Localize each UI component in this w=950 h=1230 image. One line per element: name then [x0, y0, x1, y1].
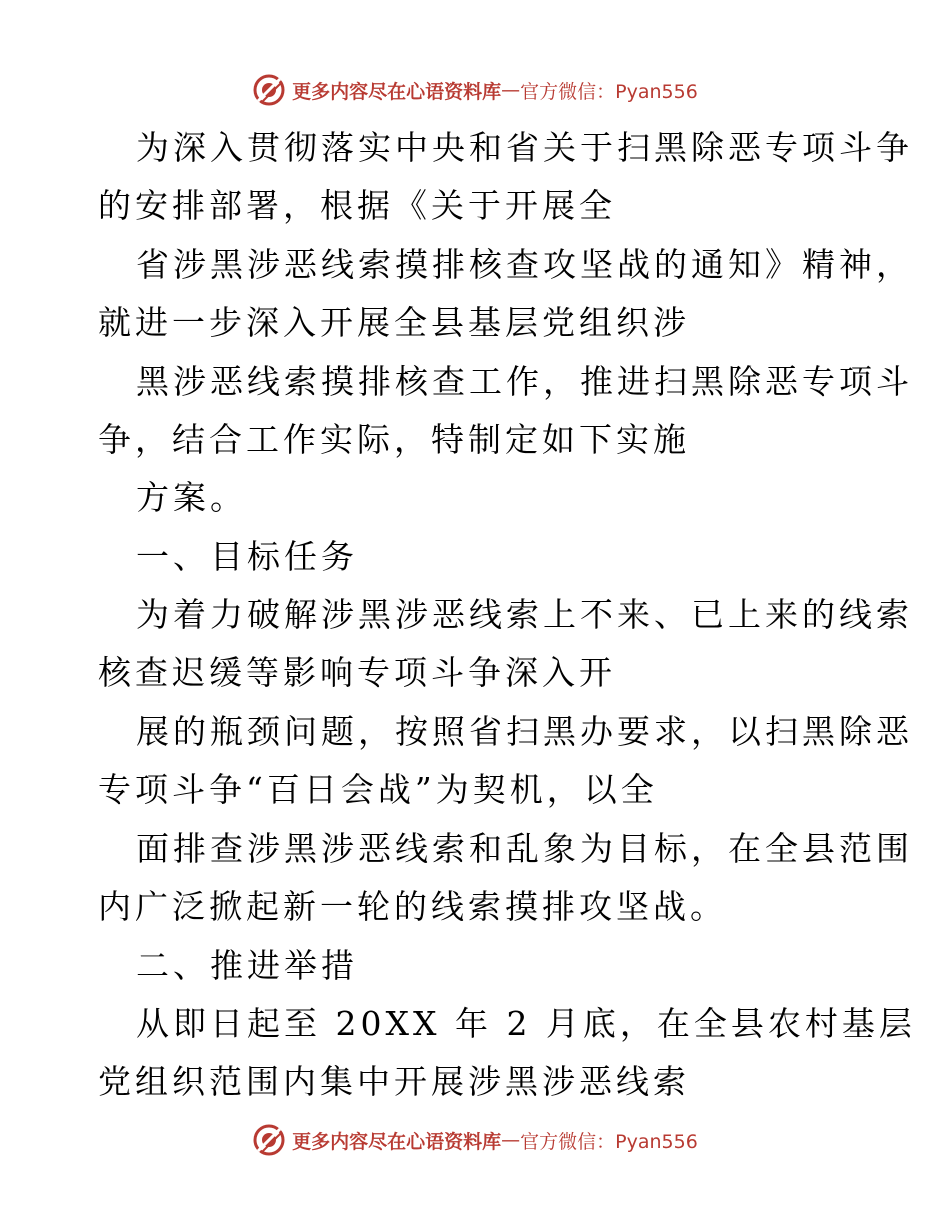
text-line: 面排查涉黑涉恶线索和乱象为目标，在全县范围 [136, 829, 913, 868]
text-line: 为深入贯彻落实中央和省关于扫黑除恶专项斗争 [136, 128, 913, 167]
header-watermark [0, 70, 950, 110]
watermark-wechat-label: 官方微信：Pyan556 [520, 80, 698, 103]
text-line: 的安排部署，根据《关于开展全 [98, 186, 616, 225]
text-line: 方案。 [136, 478, 247, 517]
text-line: 争，结合工作实际，特制定如下实施 [98, 420, 690, 459]
text-line: 专项斗争“百日会战”为契机，以全 [98, 770, 658, 809]
text-line: 党组织范围内集中开展涉黑涉恶线索 [98, 1062, 690, 1101]
watermark-dash: — [501, 79, 521, 101]
seal-logo-icon [252, 73, 286, 107]
watermark-dash: — [501, 1129, 521, 1151]
section-heading: 一、目标任务 [136, 537, 358, 576]
text-line: 为着力破解涉黑涉恶线索上不来、已上来的线索 [136, 595, 913, 634]
seal-logo-icon [252, 1123, 286, 1157]
watermark-site-text: 更多内容尽在心语资料库 [292, 1130, 502, 1153]
text-line: 展的瓶颈问题，按照省扫黑办要求，以扫黑除恶 [136, 712, 913, 751]
text-line: 内广泛掀起新一轮的线索摸排攻坚战。 [98, 887, 727, 926]
text-line: 黑涉恶线索摸排核查工作，推进扫黑除恶专项斗 [136, 362, 913, 401]
text-line: 就进一步深入开展全县基层党组织涉 [98, 303, 690, 342]
text-line: 从即日起至 20XX 年 2 月底，在全县农村基层 [136, 1004, 916, 1043]
footer-watermark [0, 1120, 950, 1160]
text-line: 核查迟缓等影响专项斗争深入开 [98, 653, 616, 692]
watermark-site-text: 更多内容尽在心语资料库 [292, 80, 502, 103]
text-line: 省涉黑涉恶线索摸排核查攻坚战的通知》精神， [136, 245, 913, 284]
section-heading: 二、推进举措 [136, 946, 358, 985]
watermark-wechat-label: 官方微信：Pyan556 [520, 1130, 698, 1153]
